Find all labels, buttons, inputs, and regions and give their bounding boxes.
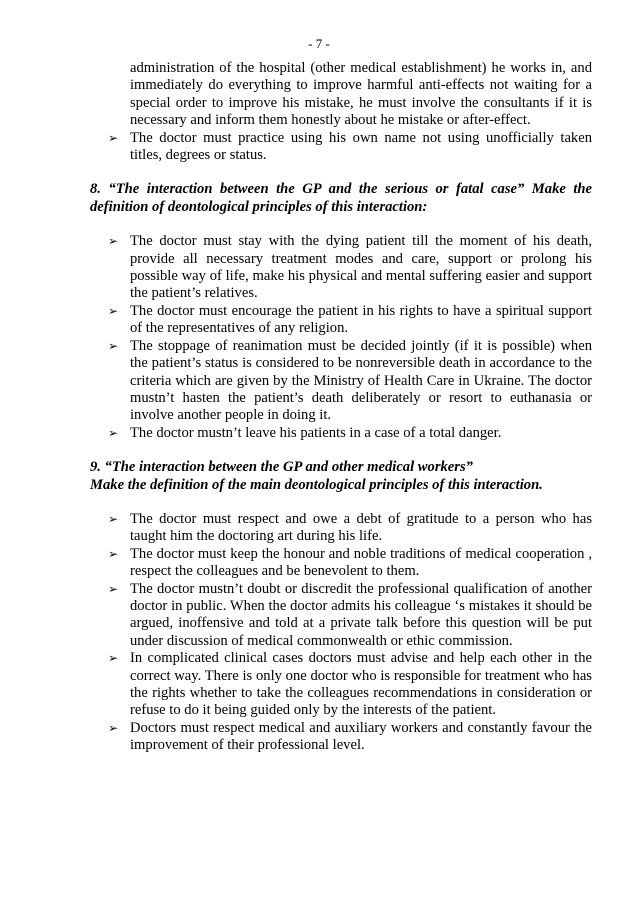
list-item-text: The stoppage of reanimation must be decided jointly (if it is possible) when the patient’s status is considered to be nonreversible death in accordance to the criteria which are given by the Ministry of Health Care in Ukraine. The doctor mustn’t hasten the patient’s death deliberately or resort to euthanasia or involve another people in doing it. — [130, 337, 592, 424]
list-item-text: The doctor must stay with the dying patient till the moment of his death, provide all necessary treatment modes and care, support or prolong his possible way of life, make his physical and mental suffering easier and support the patient’s relatives. — [130, 233, 592, 302]
list-item — [90, 303, 592, 338]
page-content — [90, 60, 592, 755]
arrow-bullet-icon: ➢ — [108, 425, 119, 440]
list-item-text: In complicated clinical cases doctors must advise and help each other in the correct way. There is only one doctor who is responsible for treatment who has the rights whether to take the colleagues recommendations in consideration or refuse to do it being guided only by the interests of the patient. — [130, 650, 592, 719]
arrow-bullet-icon: ➢ — [108, 720, 119, 735]
list-item — [90, 650, 592, 720]
list-item-text: The doctor mustn’t doubt or discredit the professional qualification of another doctor in public. When the doctor admits his colleague ‘s mistakes it should be argued, inoffensive and told at a private talk before this question will be put under discussion of medical commonwealth or ethic commission. — [130, 580, 592, 649]
list-item-text: The doctor must respect and owe a debt of gratitude to a person who has taught him the doctoring art during his life. — [130, 510, 592, 545]
arrow-bullet-icon: ➢ — [108, 546, 119, 561]
arrow-bullet-icon: ➢ — [108, 338, 119, 353]
arrow-bullet-icon: ➢ — [108, 234, 119, 249]
list-item — [90, 425, 592, 442]
arrow-bullet-icon: ➢ — [108, 581, 119, 596]
arrow-bullet-icon: ➢ — [108, 130, 119, 145]
list-item-text: The doctor must keep the honour and noble traditions of medical cooperation , respect the colleagues and be benevolent to them. — [130, 545, 592, 580]
arrow-bullet-icon: ➢ — [108, 511, 119, 526]
list-item — [90, 720, 592, 755]
list-item-text: The doctor mustn’t leave his patients in a case of a total danger. — [130, 424, 502, 441]
list-item — [90, 511, 592, 546]
section-9-heading-line-2: Make the definition of the main deontological principles of this interaction. — [90, 476, 543, 493]
list-item-text: The doctor must encourage the patient in his rights to have a spiritual support of the representatives of any religion. — [130, 302, 592, 337]
list-item-text: The doctor must practice using his own name not using unofficially taken titles, degrees or status. — [130, 129, 592, 164]
section-8-heading: 8. “The interaction between the GP and the serious or fatal case” Make the definition of deontological principles of this interaction: — [90, 181, 592, 215]
continued-paragraph: administration of the hospital (other medical establishment) he works in, and immediately do everything to improve harmful anti-effects not waiting for a special order to improve his mistake, he must involve the consultants if it is necessary and inform them honestly about he mistake or after-effect. — [130, 60, 592, 129]
list-item-text: Doctors must respect medical and auxiliary workers and constantly favour the improvement of their professional level. — [130, 719, 592, 754]
arrow-bullet-icon: ➢ — [108, 303, 119, 318]
list-item — [90, 338, 592, 425]
section-9-heading-line-1: 9. “The interaction between the GP and other medical workers” — [90, 459, 473, 476]
list-item — [90, 233, 592, 303]
page-number: - 7 - — [308, 36, 330, 51]
list-item — [90, 546, 592, 581]
list-item — [90, 130, 592, 165]
list-item — [90, 581, 592, 651]
arrow-bullet-icon: ➢ — [108, 651, 119, 666]
